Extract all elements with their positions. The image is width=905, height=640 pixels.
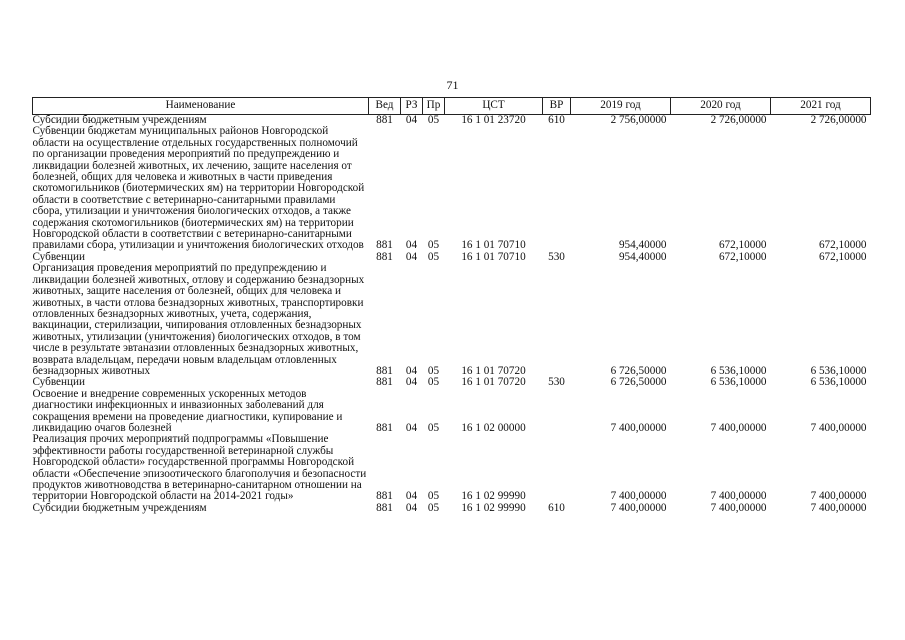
row-2020: 7 400,00000 bbox=[710, 421, 767, 434]
header-2019: 2019 год bbox=[571, 98, 671, 115]
row-2021: 7 400,00000 bbox=[810, 490, 867, 503]
row-rz: 04 bbox=[405, 114, 418, 126]
row-cst: 16 1 02 00000 bbox=[461, 421, 526, 434]
row-cst: 16 1 02 99990 bbox=[461, 490, 526, 503]
row-2021: 7 400,00000 bbox=[810, 421, 867, 434]
budget-table bbox=[32, 97, 871, 514]
row-pr: 05 bbox=[427, 114, 440, 126]
header-2020: 2020 год bbox=[671, 98, 771, 115]
row-name: Субвенции bbox=[32, 376, 85, 389]
row-2019: 954,40000 bbox=[618, 239, 667, 252]
row-2021: 672,10000 bbox=[818, 250, 867, 263]
header-2021: 2021 год bbox=[771, 98, 871, 115]
row-rz: 04 bbox=[405, 364, 418, 377]
row-cst: 16 1 01 70710 bbox=[461, 250, 526, 263]
row-cst: 16 1 01 23720 bbox=[461, 114, 526, 126]
header-name: Наименование bbox=[33, 98, 369, 115]
row-2020: 6 536,10000 bbox=[710, 376, 767, 389]
row-vr: 610 bbox=[548, 501, 565, 514]
row-rz: 04 bbox=[405, 421, 418, 434]
row-2021: 672,10000 bbox=[818, 239, 867, 252]
row-ved: 881 bbox=[376, 501, 393, 514]
row-rz: 04 bbox=[405, 501, 418, 514]
row-cst: 16 1 01 70710 bbox=[461, 239, 526, 252]
row-pr: 05 bbox=[427, 421, 440, 434]
header-cst: ЦСТ bbox=[445, 98, 543, 115]
row-name: Субвенции бюджетам муниципальных районов Новгородской области на осуществление отдельных государственных полномочий по организации проведения мероприятий по предупреждению и ликвидации болезней животных, их лечению, защите населения от болезней, общих для человека и животных в части приведения скотомогильников (биотермических ям) на территории Новгородской области в соответствие с ветеринарно-санитарными правилами сбора, утилизации и уничтожения биологических отходов, а также содержания скотомогильников (биотермических ям) на территории Новгородской области в соответствии с ветеринарно-санитарными правилами сбора, утилизации и уничтожения биологических отходов bbox=[32, 125, 365, 252]
row-cst: 16 1 01 70720 bbox=[461, 364, 526, 377]
table-row bbox=[33, 389, 871, 435]
row-name: Организация проведения мероприятий по предупреждению и ликвидации болезней животных, отлову и содержанию безнадзорных животных, защите населения от болезней, общих для человека и животных, в части отлова безнадзорных животных, транспортировки отловленных безнадзорных животных, учета, содержания, вакцинации, стерилизации, чипирования отловленных безнадзорных животных, утилизации (уничтожения) биологических отходов, в том числе в результате эвтаназии отловленных безнадзорных животных, возврата владельцам, передачи новым владельцам отловленных безнадзорных животных bbox=[32, 262, 365, 377]
row-2020: 2 726,00000 bbox=[710, 114, 767, 126]
row-pr: 05 bbox=[427, 501, 440, 514]
row-2020: 7 400,00000 bbox=[710, 490, 767, 503]
row-rz: 04 bbox=[405, 490, 418, 503]
table-row bbox=[33, 503, 871, 514]
row-2020: 672,10000 bbox=[718, 239, 767, 252]
table-row bbox=[33, 434, 871, 502]
row-name: Субсидии бюджетным учреждениям bbox=[32, 114, 207, 126]
row-pr: 05 bbox=[427, 364, 440, 377]
row-2020: 7 400,00000 bbox=[710, 501, 767, 514]
row-rz: 04 bbox=[405, 250, 418, 263]
row-2019: 954,40000 bbox=[618, 250, 667, 263]
row-vr: 530 bbox=[548, 376, 565, 389]
row-2019: 7 400,00000 bbox=[610, 421, 667, 434]
row-rz: 04 bbox=[405, 376, 418, 389]
row-pr: 05 bbox=[427, 239, 440, 252]
row-pr: 05 bbox=[427, 490, 440, 503]
row-ved: 881 bbox=[376, 490, 393, 503]
row-2019: 6 726,50000 bbox=[610, 364, 667, 377]
header-ved: Вед bbox=[369, 98, 401, 115]
row-2021: 2 726,00000 bbox=[810, 114, 867, 126]
row-2019: 6 726,50000 bbox=[610, 376, 667, 389]
row-cst: 16 1 02 99990 bbox=[461, 501, 526, 514]
row-pr: 05 bbox=[427, 250, 440, 263]
row-vr: 610 bbox=[548, 114, 565, 126]
header-pr: Пр bbox=[423, 98, 445, 115]
row-2019: 2 756,00000 bbox=[610, 114, 667, 126]
row-vr bbox=[543, 126, 571, 251]
row-ved: 881 bbox=[376, 239, 393, 252]
header-vr: ВР bbox=[543, 98, 571, 115]
row-2019: 7 400,00000 bbox=[610, 490, 667, 503]
page-number: 71 bbox=[446, 78, 459, 92]
row-ved: 881 bbox=[376, 421, 393, 434]
row-vr bbox=[543, 389, 571, 435]
row-2019: 7 400,00000 bbox=[610, 501, 667, 514]
row-vr bbox=[543, 434, 571, 502]
row-cst: 16 1 01 70720 bbox=[461, 376, 526, 389]
table-row bbox=[33, 126, 871, 251]
header-rz: РЗ bbox=[401, 98, 423, 115]
row-2021: 7 400,00000 bbox=[810, 501, 867, 514]
row-2020: 672,10000 bbox=[718, 250, 767, 263]
row-ved: 881 bbox=[376, 376, 393, 389]
row-name: Субвенции bbox=[32, 250, 85, 263]
row-vr: 530 bbox=[548, 250, 565, 263]
table-row bbox=[33, 263, 871, 377]
row-name: Реализация прочих мероприятий подпрограммы «Повышение эффективности работы государственной ветеринарной службы Новгородской области» государственной программы Новгородской области «Обеспечение эпизоотического благополучия и безопасности продуктов животноводства в ветеринарно-санитарном отношении на территории Новгородской области на 2014-2021 годы» bbox=[32, 433, 367, 503]
row-2020: 6 536,10000 bbox=[710, 364, 767, 377]
row-ved: 881 bbox=[376, 250, 393, 263]
table-header-row bbox=[33, 98, 871, 115]
row-2021: 6 536,10000 bbox=[810, 364, 867, 377]
row-rz: 04 bbox=[405, 239, 418, 252]
row-ved: 881 bbox=[376, 364, 393, 377]
row-name: Освоение и внедрение современных ускоренных методов диагностики инфекционных и инвазионных заболеваний для сокращения времени на проведение диагностики, купирование и ликвидацию очагов болезней bbox=[32, 387, 343, 434]
row-ved: 881 bbox=[376, 114, 393, 126]
row-pr: 05 bbox=[427, 376, 440, 389]
row-vr bbox=[543, 263, 571, 377]
row-name: Субсидии бюджетным учреждениям bbox=[32, 501, 207, 514]
row-2021: 6 536,10000 bbox=[810, 376, 867, 389]
